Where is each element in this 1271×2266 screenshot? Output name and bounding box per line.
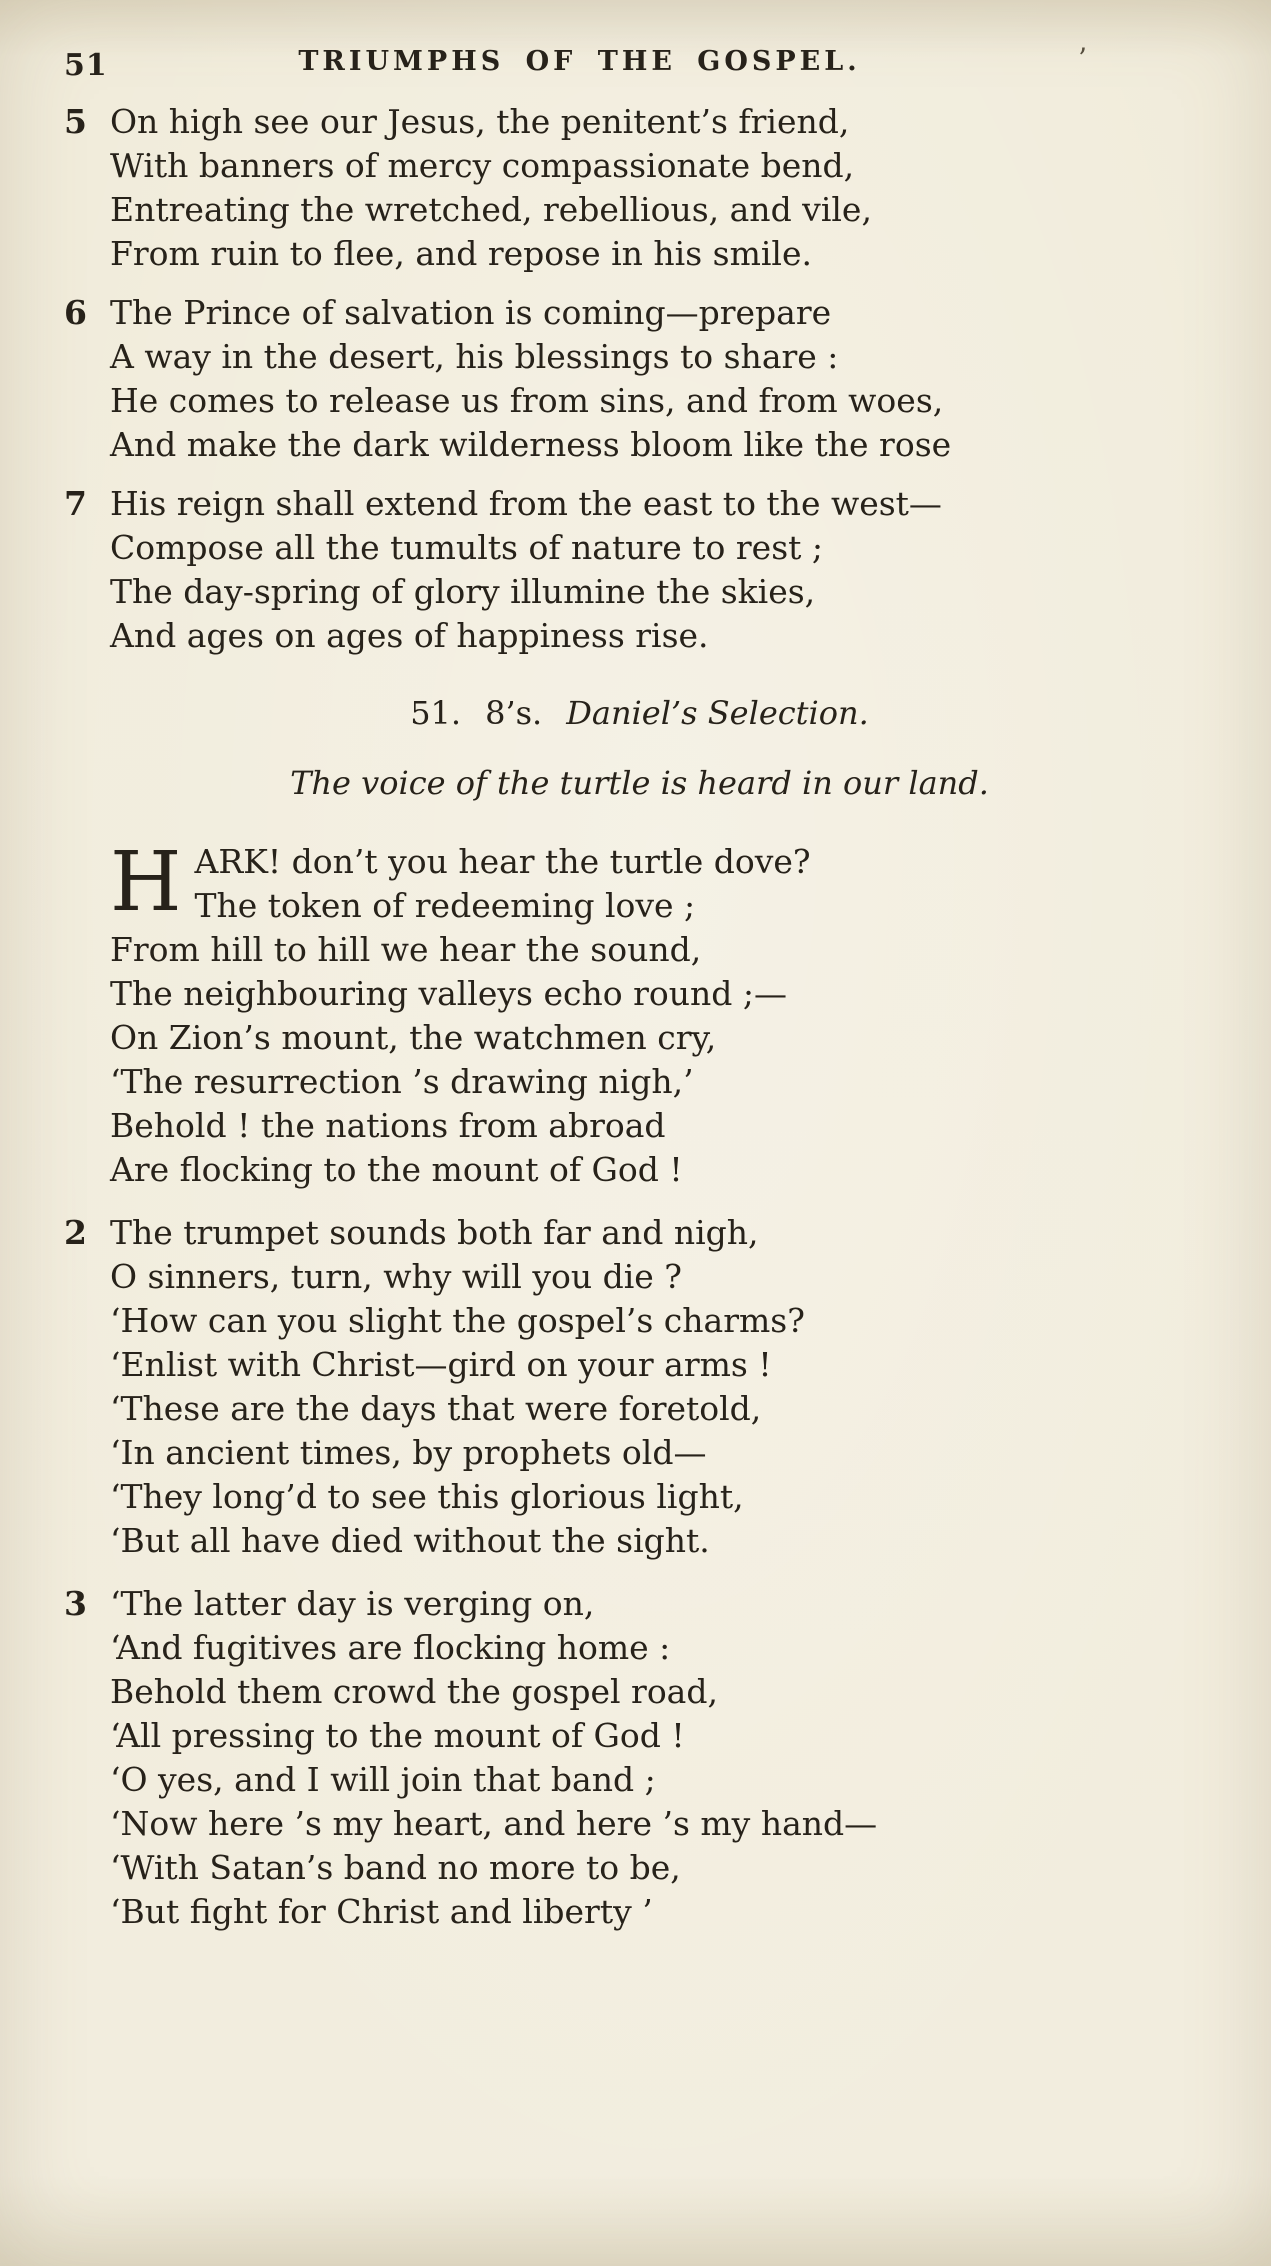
verse-number: 3	[64, 1584, 87, 1623]
verse-body	[110, 482, 1215, 658]
verse-number: 6	[64, 293, 87, 332]
page-header	[64, 42, 1215, 88]
verse-line: On Zion’s mount, the watchmen cry,	[110, 1018, 717, 1057]
verse	[64, 482, 1215, 658]
verse-line: ‘With Satan’s band no more to be,	[110, 1848, 681, 1887]
page-number: 51	[64, 48, 108, 83]
verse-line: A way in the desert, his blessings to share :	[110, 337, 839, 376]
verse	[64, 291, 1215, 467]
verse-line: ‘O yes, and I will join that band ;	[110, 1760, 656, 1799]
verse-body	[110, 100, 1215, 276]
verse-number: 5	[64, 102, 87, 141]
verse-line: ‘And fugitives are flocking home :	[110, 1628, 671, 1667]
verse-line: From hill to hill we hear the sound,	[110, 930, 702, 969]
verse-line: ‘But all have died without the sight.	[110, 1521, 710, 1560]
verse-line: Behold them crowd the gospel road,	[110, 1672, 718, 1711]
verse	[64, 100, 1215, 276]
verse-body	[110, 835, 1215, 1192]
drop-cap: H	[110, 835, 182, 930]
verse-line: O sinners, turn, why will you die ?	[110, 1257, 682, 1296]
verse-line: He comes to release us from sins, and from woes,	[110, 381, 944, 420]
running-title: TRIUMPHS OF THE GOSPEL.	[298, 46, 861, 77]
hymn-number: 51.	[410, 694, 462, 732]
print-artifact-mark: ’	[1078, 42, 1087, 75]
verse-line: ‘These are the days that were foretold,	[110, 1389, 762, 1428]
verse-line: Compose all the tumults of nature to rest ;	[110, 528, 823, 567]
verse-line: ‘How can you slight the gospel’s charms?	[110, 1301, 805, 1340]
verse-line: And make the dark wilderness bloom like the rose	[110, 425, 952, 464]
hymn-epigraph: The voice of the turtle is heard in our land.	[290, 764, 989, 802]
verse-body	[110, 1582, 1215, 1934]
verse-line: ‘In ancient times, by prophets old—	[110, 1433, 707, 1472]
previous-hymn-continuation	[64, 100, 1215, 658]
verse-line: The token of redeeming love ;	[194, 886, 696, 925]
verse-line: The Prince of salvation is coming—prepare	[110, 293, 832, 332]
verse-line: ‘But fight for Christ and liberty ’	[110, 1892, 653, 1931]
verse-line: ‘All pressing to the mount of God !	[110, 1716, 685, 1755]
verse-line: Are flocking to the mount of God !	[110, 1150, 683, 1189]
verse-line: From ruin to flee, and repose in his smile.	[110, 234, 812, 273]
verse-line: And ages on ages of happiness rise.	[110, 616, 709, 655]
verse-line: The trumpet sounds both far and nigh,	[110, 1213, 759, 1252]
verse-line: ‘The latter day is verging on,	[110, 1584, 595, 1623]
verse-line: His reign shall extend from the east to the west—	[110, 484, 942, 523]
hymn-title: Daniel’s Selection.	[566, 694, 869, 732]
verse	[64, 1211, 1215, 1563]
verse-line: On high see our Jesus, the penitent’s friend,	[110, 102, 850, 141]
verse-number: 2	[64, 1213, 87, 1252]
verse-body	[110, 1211, 1215, 1563]
verse-body	[110, 291, 1215, 467]
verse-line: Behold ! the nations from abroad	[110, 1106, 666, 1145]
verse-line: Entreating the wretched, rebellious, and vile,	[110, 190, 872, 229]
verse-line: ‘Now here ’s my heart, and here ’s my hand—	[110, 1804, 878, 1843]
verse-line: With banners of mercy compassionate bend,	[110, 146, 855, 185]
verse-line: The neighbouring valleys echo round ;—	[110, 974, 787, 1013]
verse-line: ‘Enlist with Christ—gird on your arms !	[110, 1345, 772, 1384]
verse-line: ‘The resurrection ’s drawing nigh,’	[110, 1062, 694, 1101]
verse-line: ‘They long’d to see this glorious light,	[110, 1477, 744, 1516]
hymn-heading	[64, 694, 1215, 732]
verse-line: ARK! don’t you hear the turtle dove?	[194, 842, 811, 881]
hymn-meter: 8’s.	[485, 694, 543, 732]
hymn-verses	[64, 835, 1215, 1934]
verse-number: 7	[64, 484, 87, 523]
verse-line: The day-spring of glory illumine the skies,	[110, 572, 816, 611]
verse	[64, 835, 1215, 1192]
verse	[64, 1582, 1215, 1934]
